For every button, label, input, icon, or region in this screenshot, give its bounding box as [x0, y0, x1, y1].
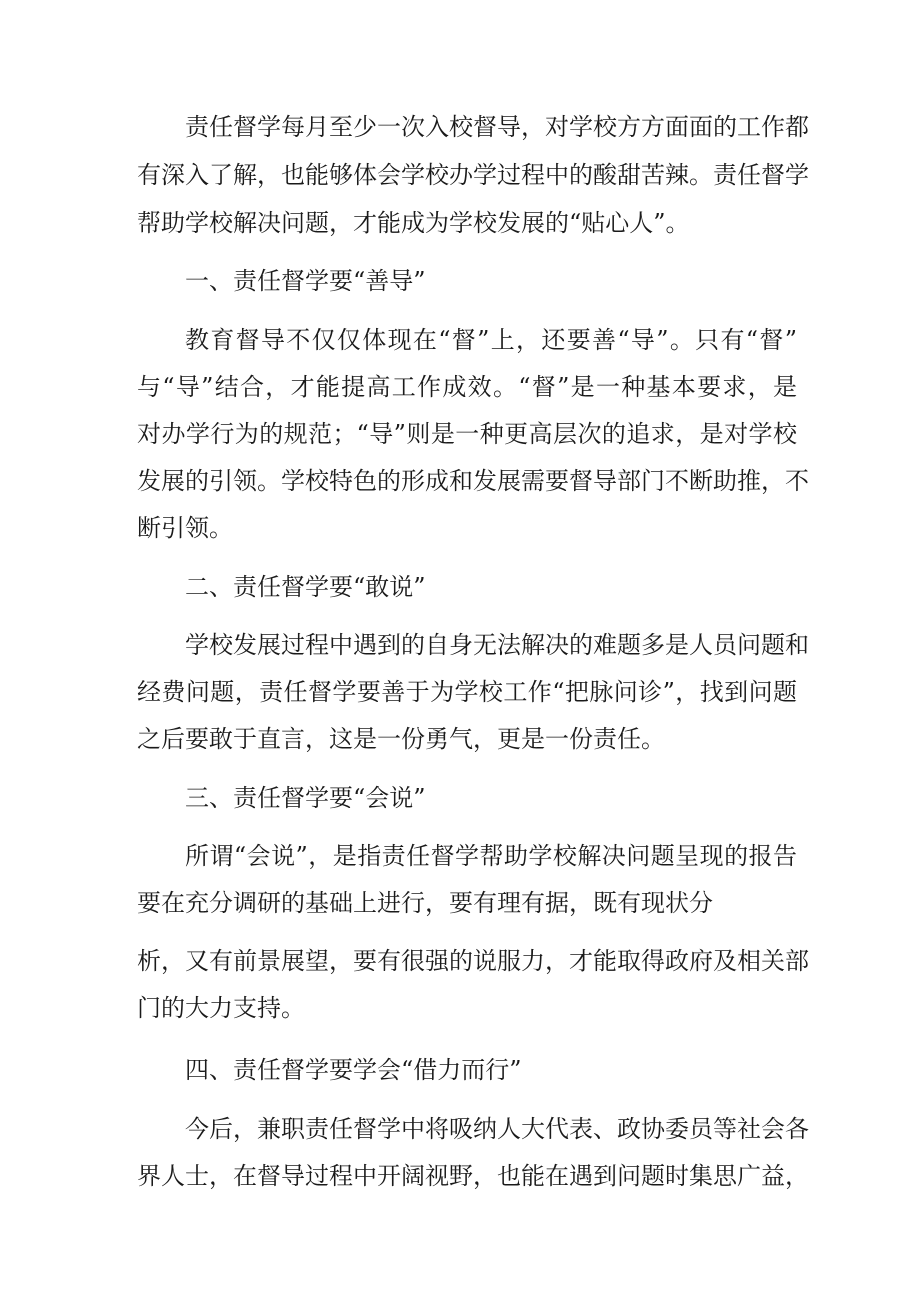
paragraph-1-line-2: 与“导”结合，才能提高工作成效。“督”是一种基本要求，是: [137, 373, 797, 401]
paragraph-4-line-2: 界人士，在督导过程中开阔视野，也能在遇到问题时集思广益，: [137, 1162, 809, 1190]
paragraph-2-line-2: 经费问题，责任督学要善于为学校工作“把脉问诊”，找到问题: [137, 678, 797, 706]
paragraph-3-line-2: 要在充分调研的基础上进行，要有理有据，既有现状分: [137, 889, 713, 917]
section-heading-4: 四、责任督学要学会“借力而行”: [185, 1056, 522, 1084]
section-heading-2: 二、责任督学要“敢说”: [185, 573, 426, 601]
paragraph-3-line-1: 所谓“会说”，是指责任督学帮助学校解决问题呈现的报告: [185, 842, 797, 870]
paragraph-1-line-4: 发展的引领。学校特色的形成和发展需要督导部门不断助推，不: [137, 467, 809, 495]
paragraph-3-line-3: 析，又有前景展望，要有很强的说服力，才能取得政府及相关部: [137, 947, 809, 975]
paragraph-4-line-1: 今后，兼职责任督学中将吸纳人大代表、政协委员等社会各: [185, 1115, 809, 1143]
paragraph-intro-line-3: 帮助学校解决问题，才能成为学校发展的“贴心人”。: [137, 209, 690, 237]
paragraph-3-line-4: 门的大力支持。: [137, 994, 305, 1022]
section-heading-1: 一、责任督学要“善导”: [185, 267, 426, 295]
paragraph-intro-line-2: 有深入了解，也能够体会学校办学过程中的酸甜苦辣。责任督学: [137, 161, 809, 189]
paragraph-1-line-5: 断引领。: [137, 514, 233, 542]
section-heading-3: 三、责任督学要“会说”: [185, 784, 426, 812]
paragraph-intro-line-1: 责任督学每月至少一次入校督导，对学校方方面面的工作都: [185, 113, 809, 141]
paragraph-1-line-3: 对办学行为的规范；“导”则是一种更高层次的追求，是对学校: [137, 420, 797, 448]
paragraph-1-line-1: 教育督导不仅仅体现在“督”上，还要善“导”。只有“督”: [185, 326, 797, 354]
paragraph-2-line-1: 学校发展过程中遇到的自身无法解决的难题多是人员问题和: [185, 631, 809, 659]
paragraph-2-line-3: 之后要敢于直言，这是一份勇气，更是一份责任。: [137, 725, 665, 753]
